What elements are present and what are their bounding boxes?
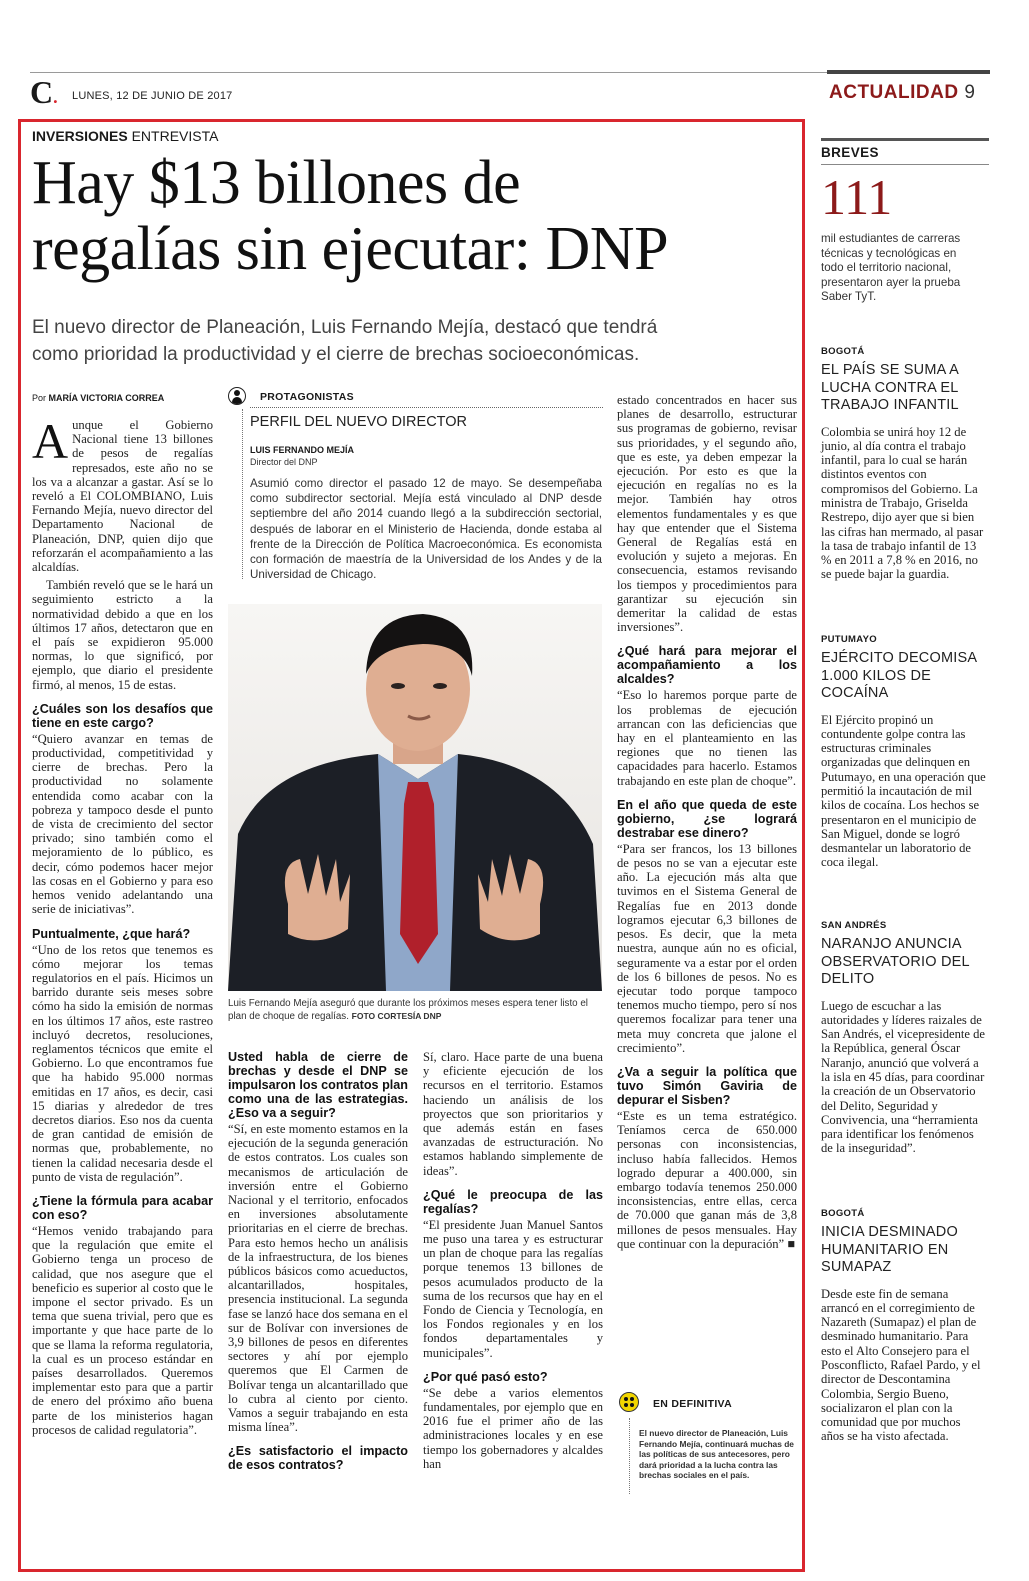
question: Usted habla de cierre de brechas y desde el DNP se impulsaron los contratos plan como una de las estrategias. ¿Eso va a seguir? xyxy=(228,1050,408,1120)
breve-text: Colombia se unirá hoy 12 de junio, al día contra el trabajo infantil, para lo cual se harán distintos eventos con compromisos del Gobierno. La ministra de Trabajo, Griselda Restrepo, dijo ayer que si bien las cifras han mermado, al pasar la tasa de trabajo infantil de 13 % en 2011 a 7,8 % en 2016, no se puede bajar la guardia. xyxy=(821,424,984,582)
kicker-bold: INVERSIONES xyxy=(32,128,128,144)
end-mark: ■ xyxy=(787,1236,795,1251)
paragraph: También reveló que se le hará un seguimiento estricto a la normatividad debido a que en los últimos 17 años, detectaron que en el país se expidieron 95.000 normas, lo que significó, por ejemplo, que diario el presidente firmó, al menos, 15 de estas. xyxy=(32,578,213,692)
answer: “Sí, en este momento estamos en la ejecución de la segunda generación de estos contratos. Los cuales son mecanismos de articulación de inversión entre el Gobierno Nacional y el territorio, enfocados en inversiones absolutamente prioritarias en el cierre de brechas. Para esto hemos hecho un análisis de la infraestructura, de los bienes públicos básicos como acueductos, alcantarillados, hospitales, presencia institucional. La segunda fase se lanzó hace dos semana en el sur de Bolívar con inversiones de 3,9 billones de pesos en diferentes sectores y ahí por ejemplo queremos que El Carmen de Bolívar tenga un alcantarillado que lo cubra al ciento por ciento. Vamos a seguir trabajando en esta misma línea”. xyxy=(228,1122,408,1435)
headline-line-1: Hay $13 billones de xyxy=(32,149,521,217)
breve-text: Desde este fin de semana arrancó en el corregimiento de Nazareth (Sumapaz) el plan de desminado humanitario. Para esto el Alto Consejero para el Posconflicto, Rafael Pardo, y el director de Descontamina Colombia, Sergio Bueno, socializaron el plan con la comunidad que por muchos años se ha visto afectada. xyxy=(821,1286,981,1444)
definitiva-text: El nuevo director de Planeación, Luis Fernando Mejía, continuará muchas de las políticas de sus antecesores, pero dará prioridad a la lucha contra las brechas sociales en el país. xyxy=(639,1428,794,1481)
question: ¿Tiene la fórmula para acabar con eso? xyxy=(32,1193,213,1222)
subtitle-line-1: El nuevo director de Planeación, Luis Fernando Mejía, destacó que tendrá xyxy=(32,317,658,338)
question: ¿Qué hará para mejorar el acompañamiento a los alcaldes? xyxy=(617,644,797,687)
byline xyxy=(32,393,164,403)
definitiva-rule xyxy=(629,1418,630,1494)
profile-box xyxy=(228,385,603,585)
portrait-illustration xyxy=(228,604,602,991)
column-4 xyxy=(617,393,797,1255)
header-date: LUNES, 12 DE JUNIO DE 2017 xyxy=(72,90,233,102)
breves-big-text: mil estudiantes de carreras técnicas y tecnológicas en todo el territorio nacional, presentaron ayer la prueba Saber TyT. xyxy=(821,232,961,303)
answer: “Se debe a varios elementos fundamentales, por ejemplo que en 2016 fue el primer año de las administraciones locales y en ese tiempo los gobernadores y alcaldes han xyxy=(423,1385,603,1471)
question: ¿Va a seguir la política que tuvo Simón Gaviria de depurar el Sisben? xyxy=(617,1064,797,1107)
byline-prefix: Por xyxy=(32,393,47,403)
breve-place: BOGOTÁ xyxy=(821,346,865,357)
profile-text: Asumió como director el pasado 12 de mayo. Se desempeñaba como subdirector sectorial. Mejía está vinculado al DNP desde septiembre del año 2014 cuando llegó a la subdirección sectorial, después de laborar en el Ministerio de Hacienda, donde estaba al frente de la Dirección de Política Macroeconómica. Es economista con formación de maestría de la Universidad de los Andes y de la Universidad de Chicago. xyxy=(250,477,602,582)
breve-title: EL PAÍS SE SUMA A LUCHA CONTRA EL TRABAJO INFANTIL xyxy=(821,362,959,413)
breve-item xyxy=(821,346,986,582)
breves-label: BREVES xyxy=(821,145,879,160)
breve-item xyxy=(821,634,986,870)
top-rule-dark xyxy=(827,70,990,74)
profile-kicker: PROTAGONISTAS xyxy=(260,391,354,403)
breve-title: EJÉRCITO DECOMISA 1.000 KILOS DE COCAÍNA xyxy=(821,650,977,701)
answer: “El presidente Juan Manuel Santos me puso una tarea y es estructurar un plan de choque para las regalías porque tenemos 13 billones de pesos acumulados producto de la suma de los recursos que hay en el Fondo de Ciencia y Tecnología, en los Fondos regionales y en los fondos departamentales y municipales”. xyxy=(423,1217,603,1360)
question: ¿Qué le preocupa de las regalías? xyxy=(423,1187,603,1216)
answer: “Este es un tema estratégico. Teníamos cerca de 650.000 personas con inconsistencias, incluso había fallecidos. Hemos logrado depurar a 400.000, sin embargo todavía tenemos 250.000 inconsistencias, entre ellas, cerca de 70.000 que ganan más de 3,8 millones de pesos mensuales. Hay que continuar con la depuración” ■ xyxy=(617,1108,797,1251)
breves-label-rule xyxy=(821,164,989,165)
question: Puntualmente, ¿que hará? xyxy=(32,926,191,941)
breves-top-rule xyxy=(821,138,989,141)
logo-icon: C. xyxy=(30,74,58,110)
photo xyxy=(228,604,602,991)
answer: “Quiero avanzar en temas de productividad, competitividad y cierre de brechas. Pero la productividad no solamente entendida como acabar con la pobreza y tampoco desde el punto de vista de crecimiento del sector privado; sino también como el mejoramiento de lo público, es decir, cómo podemos hacer mejor las cosas en el Gobierno y para eso hemos venido adelantando una serie de iniciativas”. xyxy=(32,731,213,917)
photo-credit: FOTO CORTESÍA DNP xyxy=(351,1011,442,1021)
breve-place: PUTUMAYO xyxy=(821,634,877,645)
logo-letter: C xyxy=(30,74,54,110)
headline xyxy=(32,150,802,282)
article-kicker xyxy=(32,128,218,144)
dropcap: A xyxy=(32,413,69,469)
question: En el año que queda de este gobierno, ¿se logrará destrabar ese dinero? xyxy=(617,797,797,840)
breves-sidebar xyxy=(821,110,991,1490)
caption-text: Luis Fernando Mejía aseguró que durante los próximos meses espera tener listo el plan de choque de regalías. xyxy=(228,998,588,1022)
subtitle xyxy=(32,314,802,368)
breve-title: NARANJO ANUNCIA OBSERVATORIO DEL DELITO xyxy=(821,936,970,987)
question: ¿Es satisfactorio el impacto de esos contratos? xyxy=(228,1444,408,1473)
column-1 xyxy=(32,413,213,1441)
person-icon xyxy=(228,387,246,405)
answer: “Para ser francos, los 13 billones de pesos no se van a ejecutar este año. La ejecución más alta que tuvimos en el Sistema General de Regalías fue en 2013 donde logramos ejecutar 6,3 billones de pesos. Es decir, que la meta nuestra, aunque aún no es oficial, seguramente va a estar por el orden de los 6 billones de pesos. No es ejecutar todo porque tampoco tenemos mucho tiempo, pero sí nos queremos focalizar para tener una meta muy concreta que jalone el crecimiento”. xyxy=(617,841,797,1055)
profile-divider xyxy=(250,407,603,408)
definitiva-label: EN DEFINITIVA xyxy=(653,1398,732,1410)
profile-vertical-rule xyxy=(242,409,243,579)
subtitle-line-2: como prioridad la productividad y el cierre de brechas socioeconómicas. xyxy=(32,344,640,365)
answer: “Uno de los retos que tenemos es cómo mejorar los temas regulatorios en el país. Hicimos un barrido durante seis meses sobre cómo ha sido la emisión de normas en los últimos 17 años, este rastreo incluyó decretos, resoluciones, reglamentos técnicos que emite el Gobierno. Lo que encontramos fue que ha habido 95.000 normas emitidas en 17 años, es decir, casi 15 diarias y alrededor de tres decretos diarios. Eso nos da cuenta de gran cantidad de emisión de normas que, probablemente, no tienen la calidad necesaria desde el punto de vista de regulación”. xyxy=(32,942,213,1184)
lead-paragraph: Aunque el Gobierno Nacional tiene 13 billones de pesos de regalías represados, este año no se los va a alcanzar a gastar. Así se lo reveló a El COLOMBIANO, Luis Fernando Mejía, nuevo director del Departamento Nacional de Planeación, DNP, quien dijo que reforzarán el acompañamiento a las alcaldías. xyxy=(32,413,213,575)
kicker-light: ENTREVISTA xyxy=(131,128,219,144)
column-2 xyxy=(228,1050,408,1474)
profile-role: Director del DNP xyxy=(250,457,318,467)
dots-icon xyxy=(619,1392,639,1412)
answer: “Eso lo haremos porque parte de los problemas de ejecución arrancan con las deficiencias que hay en el planteamiento en las regiones que no tienen las capacidades para hacerlo. Estamos trabajando en este plan de choque”. xyxy=(617,688,797,788)
question: ¿Cuáles son los desafíos que tiene en este cargo? xyxy=(32,701,213,730)
question: ¿Por qué pasó esto? xyxy=(423,1369,548,1384)
headline-line-2: regalías sin ejecutar: DNP xyxy=(32,215,669,283)
answer: “Hemos venido trabajando para que la regulación que emite el Gobierno tenga un proceso de calidad, que nos asegure que el beneficio es superior al costo que le impone el sector privado. Es un tema que suena trivial, pero que es importante y que hace parte de lo que se llama la reforma regulatoria, la cual es un proceso estándar en países desarrollados. Queremos implementar esto para que a partir de enero del próximo año buena parte de los ministerios hagan procesos de calidad regulatoria”. xyxy=(32,1223,213,1437)
section-header xyxy=(829,82,975,104)
breve-place: BOGOTÁ xyxy=(821,1208,865,1219)
breve-place: SAN ANDRÉS xyxy=(821,920,887,931)
breve-item xyxy=(821,1208,986,1444)
byline-name: MARÍA VICTORIA CORREA xyxy=(48,393,165,403)
profile-name: LUIS FERNANDO MEJÍA xyxy=(250,445,355,455)
answer: Sí, claro. Hace parte de una buena y eficiente ejecución de los recursos en el territorio. Estamos haciendo un análisis de los proyectos que son prioritarios y que además están en fases avanzadas de estructuración. No estamos hablando simplemente de ideas”. xyxy=(423,1050,603,1178)
breve-text: Luego de escuchar a las autoridades y líderes raizales de San Andrés, el vicepresidente de la República, general Óscar Naranjo, anunció que volverá a la isla en 45 días, para coordinar la creación de un Observatorio del Delito, Seguridad y Convivencia, una “herramienta para identificar los fenómenos de la inseguridad”. xyxy=(821,998,986,1156)
breve-item xyxy=(821,920,986,1156)
breves-big-number: 111 xyxy=(821,169,893,225)
photo-caption xyxy=(228,997,602,1023)
answer: estado concentrados en hacer sus planes de desarrollo, estructurar sus programas de gobierno, revisar sus prioridades, y el segundo año, que es este, ya deben empezar la ejecución. Por esto es que la ejecución en regalías no es la mejor. También hay otros elementos fundamentales y es que hay que entender que el Sistema General de Regalías está en evolución y sujeto a mejoras. En consecuencia, estamos revisando los tiempos y procedimientos para garantizar su ejecución sin demeritar la calidad de estas inversiones”. xyxy=(617,393,797,635)
section-name: ACTUALIDAD xyxy=(829,82,959,103)
profile-title: PERFIL DEL NUEVO DIRECTOR xyxy=(250,414,468,430)
column-3 xyxy=(423,1050,603,1475)
definitiva-box xyxy=(617,1390,797,1500)
breve-title: INICIA DESMINADO HUMANITARIO EN SUMAPAZ xyxy=(821,1224,958,1275)
page-number: 9 xyxy=(964,82,976,103)
breve-text: El Ejército propinó un contundente golpe contra las estructuras criminales organizadas que delinquen en Putumayo, en una operación que permitió la incautación de mil kilos de cocaína. Los hechos se presentaron en el municipio de San Miguel, donde se logró desmantelar un laboratorio de coca ilegal. xyxy=(821,712,986,870)
